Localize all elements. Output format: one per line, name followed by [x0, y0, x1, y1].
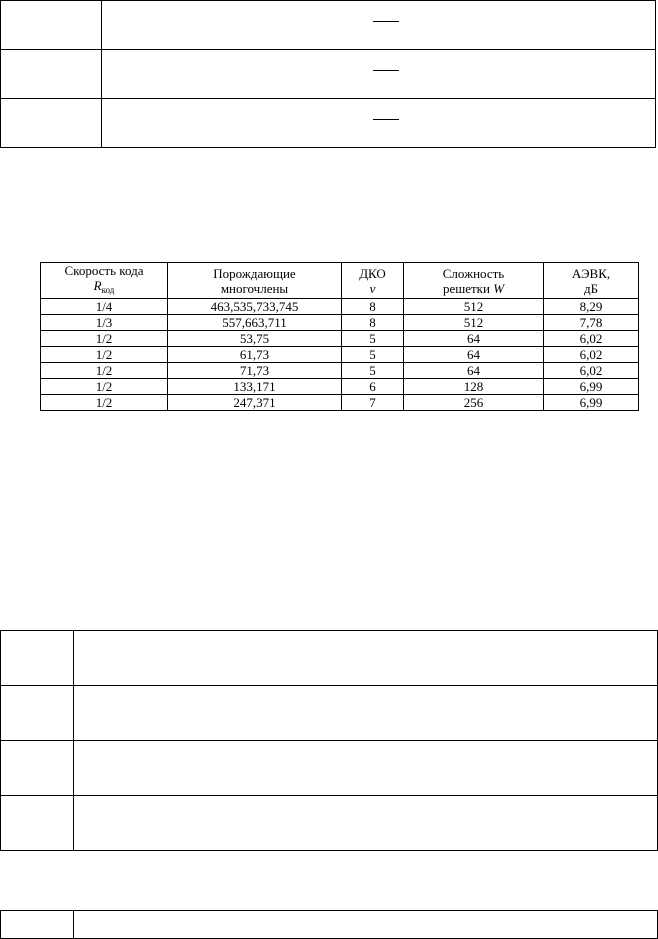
header-trellis-complexity: Сложность решетки W: [404, 263, 544, 299]
cell-trellis-complexity: 512: [404, 315, 544, 331]
cell-coding-gain: 6,02: [544, 363, 639, 379]
cell-trellis-complexity: 128: [404, 379, 544, 395]
table-row: [41, 379, 639, 395]
answer-content-cell: [74, 741, 658, 796]
cell-constraint-length: 8: [342, 299, 404, 315]
cell-coding-gain: 6,02: [544, 331, 639, 347]
cell-trellis-complexity: 256: [404, 395, 544, 411]
answer-row: [1, 796, 658, 851]
cell-constraint-length: 6: [342, 379, 404, 395]
answers-table-bottom: [0, 630, 658, 851]
answer-content-cell: [74, 796, 658, 851]
answer-row: [1, 631, 658, 686]
cell-trellis-complexity: 64: [404, 347, 544, 363]
cell-code-rate: 1/2: [41, 379, 168, 395]
cell-trellis-complexity: 512: [404, 299, 544, 315]
cell-trellis-complexity: 64: [404, 363, 544, 379]
answer-number-cell: [1, 631, 74, 686]
answer-content-cell: [74, 911, 658, 939]
answer-row: [1, 1, 656, 50]
table-row: [41, 363, 639, 379]
fraction-bar: [373, 119, 399, 120]
table-header-row: [41, 263, 639, 299]
table-row: [41, 331, 639, 347]
table-row: [41, 299, 639, 315]
answer-content-cell: [102, 50, 656, 99]
cell-generator-polynomials: 133,171: [168, 379, 342, 395]
fraction-bar: [373, 70, 399, 71]
table-row: [41, 315, 639, 331]
answers-table-top: [0, 0, 656, 148]
cell-coding-gain: 7,78: [544, 315, 639, 331]
cell-constraint-length: 5: [342, 331, 404, 347]
answer-row: [1, 911, 658, 939]
answer-number-cell: [1, 741, 74, 796]
answer-row: [1, 741, 658, 796]
cell-constraint-length: 5: [342, 363, 404, 379]
cell-coding-gain: 6,02: [544, 347, 639, 363]
code-parameters-table: [40, 262, 639, 411]
cell-coding-gain: 6,99: [544, 395, 639, 411]
answer-number-cell: [1, 50, 102, 99]
answer-row: [1, 686, 658, 741]
fraction-bar: [373, 21, 399, 22]
answer-number-cell: [1, 796, 74, 851]
cell-coding-gain: 6,99: [544, 379, 639, 395]
cell-generator-polynomials: 557,663,711: [168, 315, 342, 331]
cell-generator-polynomials: 247,371: [168, 395, 342, 411]
cell-code-rate: 1/2: [41, 395, 168, 411]
answer-number-cell: [1, 99, 102, 148]
cell-code-rate: 1/3: [41, 315, 168, 331]
cell-trellis-complexity: 64: [404, 331, 544, 347]
table-row: [41, 395, 639, 411]
header-code-rate: Скорость кода $R_{код}$: [41, 263, 168, 299]
header-generator-polynomials: Порождающие многочлены: [168, 263, 342, 299]
header-constraint-length: ДКО ν: [342, 263, 404, 299]
cell-constraint-length: 5: [342, 347, 404, 363]
answer-number-cell: [1, 686, 74, 741]
cell-code-rate: 1/4: [41, 299, 168, 315]
cell-generator-polynomials: 53,75: [168, 331, 342, 347]
answer-content-cell: [102, 1, 656, 50]
answer-row: [1, 50, 656, 99]
cell-constraint-length: 8: [342, 315, 404, 331]
answer-row: [1, 99, 656, 148]
answer-content-cell: [102, 99, 656, 148]
cell-generator-polynomials: 463,535,733,745: [168, 299, 342, 315]
cell-code-rate: 1/2: [41, 331, 168, 347]
answer-content-cell: [74, 686, 658, 741]
answers-table-partial: [0, 910, 658, 939]
answer-number-cell: [1, 911, 74, 939]
header-coding-gain: АЭВК, дБ: [544, 263, 639, 299]
cell-generator-polynomials: 61,73: [168, 347, 342, 363]
cell-code-rate: 1/2: [41, 363, 168, 379]
answer-number-cell: [1, 1, 102, 50]
answer-content-cell: [74, 631, 658, 686]
table-row: [41, 347, 639, 363]
cell-coding-gain: 8,29: [544, 299, 639, 315]
cell-generator-polynomials: 71,73: [168, 363, 342, 379]
cell-constraint-length: 7: [342, 395, 404, 411]
cell-code-rate: 1/2: [41, 347, 168, 363]
